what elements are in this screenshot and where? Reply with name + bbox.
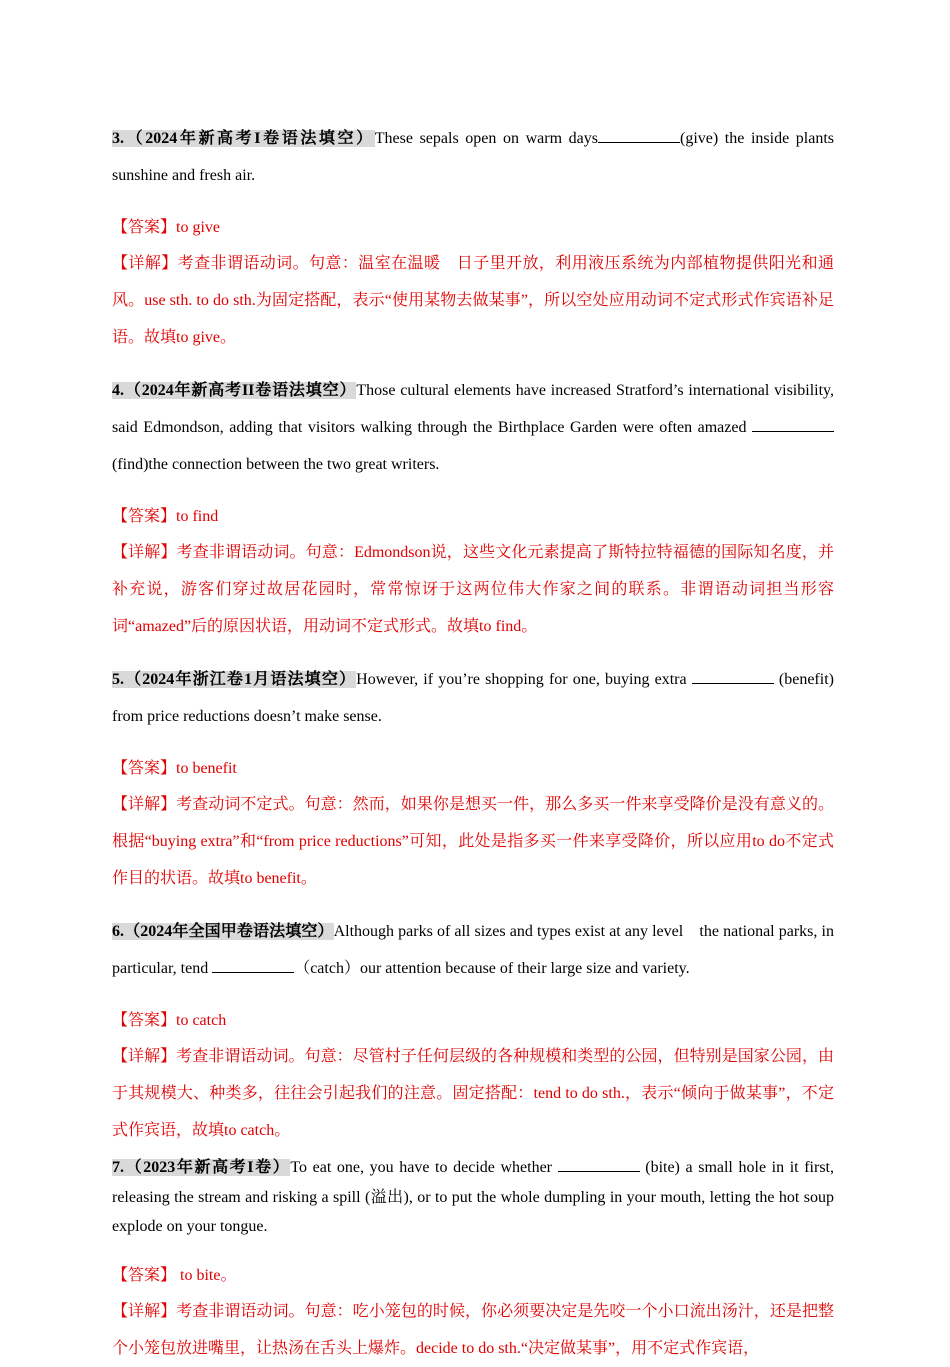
- explanation: 【详解】考查非谓语动词。句意：Edmondson说，这些文化元素提高了斯特拉特福德的国际知名度，并补充说，游客们穿过故居花园时，常常惊讶于这两位伟大作家之间的联系。非谓语动词担当形容词“amazed”后的原因状语，用动词不定式形式。故填to find。: [112, 544, 834, 635]
- question-stem: [112, 372, 834, 483]
- stem-text-after: （catch）our attention because of their large size and variety.: [294, 960, 690, 977]
- stem-text-before: Those cultural elements have increased Stratford’s international visibility, said Edmondson, adding that visitors walking through the Birthplace Garden were often amazed: [112, 382, 834, 436]
- stem-text-before: Although parks of all sizes and types exist at any level the national parks, in particular, tend: [112, 923, 834, 977]
- question-source: 4.（2024年新高考II卷语法填空）: [112, 382, 357, 399]
- question-7: [112, 1153, 834, 1367]
- answer-blank: [212, 958, 294, 973]
- answer-line: 【答案】to find: [112, 508, 219, 525]
- explanation: 【详解】考查非谓语动词。句意：尽管村子任何层级的各种规模和类型的公园，但特别是国家公园，由于其规模大、种类多，往往会引起我们的注意。固定搭配：tend to do sth.，表示“倾向于做某事”，不定式作宾语，故填to catch。: [112, 1048, 834, 1139]
- question-source: 7.（2023年新高考I卷）: [112, 1159, 291, 1176]
- question-stem: [112, 913, 834, 987]
- question-5: [112, 661, 834, 897]
- answer-line: 【答案】to benefit: [112, 760, 237, 777]
- question-6: [112, 913, 834, 1149]
- question-stem: [112, 661, 834, 735]
- answer-line: 【答案】to catch: [112, 1012, 227, 1029]
- question-3: [112, 120, 834, 356]
- stem-text-after: (find)the connection between the two great writers.: [112, 456, 440, 473]
- stem-text-before: These sepals open on warm days: [374, 130, 598, 147]
- stem-text-before: To eat one, you have to decide whether: [290, 1159, 558, 1176]
- answer-line: 【答案】 to bite。: [112, 1266, 237, 1284]
- answer-blank: [752, 417, 834, 432]
- explanation: 【详解】考查动词不定式。句意：然而，如果你是想买一件，那么多买一件来享受降价是没有意义的。根据“buying extra”和“from price reductions”可知，此处是指多买一件来享受降价，所以应用to do不定式作目的状语。故填to benefit。: [112, 796, 834, 887]
- question-source: 6.（2024年全国甲卷语法填空）: [112, 923, 334, 940]
- stem-text-after: (give) the inside plants sunshine and fresh air.: [112, 130, 834, 184]
- question-stem: [112, 1153, 834, 1242]
- stem-text-after: (benefit) from price reductions doesn’t make sense.: [112, 671, 834, 725]
- answer-line: 【答案】to give: [112, 219, 220, 236]
- explanation: 【详解】考查非谓语动词。句意：吃小笼包的时候，你必须要决定是先咬一个小口流出汤汁，还是把整个小笼包放进嘴里，让热汤在舌头上爆炸。decide to do sth.“决定做某事”，用不定式作宾语，: [112, 1302, 834, 1357]
- stem-text-after: (bite) a small hole in it first, releasing the stream and risking a spill (溢出), or to put the whole dumpling in your mouth, letting the hot soup explode on your tongue.: [112, 1159, 834, 1235]
- answer-blank: [598, 128, 680, 143]
- explanation: 【详解】考查非谓语动词。句意：温室在温暖 日子里开放，利用液压系统为内部植物提供阳光和通风。use sth. to do sth.为固定搭配，表示“使用某物去做某事”，所以空处应用动词不定式形式作宾语补足语。故填to give。: [112, 255, 834, 346]
- question-source: 3.（2024年新高考I卷语法填空）: [112, 130, 375, 147]
- question-stem: [112, 120, 834, 194]
- answer-blank: [692, 669, 774, 684]
- answer-blank: [558, 1157, 640, 1172]
- question-4: [112, 372, 834, 645]
- document-page: [112, 120, 834, 1367]
- question-source: 5.（2024年浙江卷1月语法填空）: [112, 671, 357, 688]
- stem-text-before: However, if you’re shopping for one, buying extra: [356, 671, 692, 688]
